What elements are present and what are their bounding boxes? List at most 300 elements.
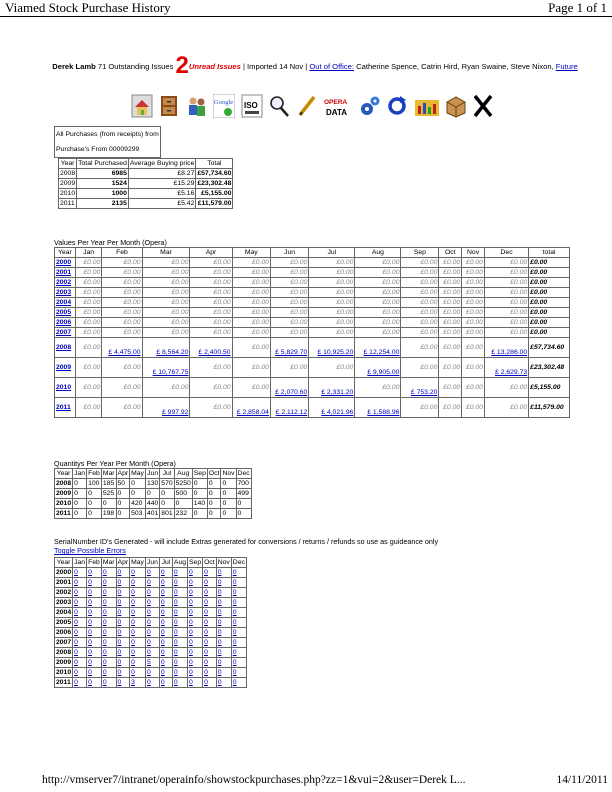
- serial-count-link[interactable]: 0: [88, 609, 92, 616]
- year-link[interactable]: 2002: [56, 279, 72, 286]
- serial-count-link[interactable]: 0: [232, 569, 237, 576]
- serial-count-link[interactable]: 0: [160, 609, 165, 616]
- column-header: Feb: [88, 470, 100, 477]
- table-row: [55, 668, 247, 678]
- serial-count-link[interactable]: 0: [204, 639, 208, 646]
- serial-count-link[interactable]: 0: [146, 669, 151, 676]
- serial-count-link[interactable]: 0: [146, 629, 151, 636]
- unread-count[interactable]: 2: [175, 52, 189, 79]
- serial-count-link[interactable]: 0: [173, 649, 178, 656]
- month-value-link[interactable]: £ 2,629.73: [495, 369, 528, 376]
- serial-count-link[interactable]: 0: [117, 569, 122, 576]
- serial-count-link[interactable]: 0: [117, 619, 122, 626]
- serial-count-link[interactable]: 0: [232, 589, 237, 596]
- pencil-icon[interactable]: [296, 94, 318, 118]
- table-row: [55, 398, 570, 418]
- toggle-errors-link[interactable]: Toggle Possible Errors: [54, 546, 126, 555]
- footer-url: http://vmserver7/intranet/operainfo/showstockpurchases.php?zz=1&vui=2&user=Derek L...: [42, 774, 466, 786]
- cabinet-icon[interactable]: [158, 94, 180, 118]
- month-value-cell: [102, 338, 142, 358]
- serial-cell: [130, 638, 146, 648]
- serial-count-link[interactable]: 0: [173, 679, 178, 686]
- month-value-cell: £0.00: [462, 298, 485, 308]
- year-link[interactable]: 2000: [56, 259, 72, 266]
- quantity-cell: 440: [146, 500, 159, 507]
- column-header: Average Buying price: [129, 160, 195, 167]
- refresh-icon[interactable]: [386, 94, 408, 118]
- column-header: Jun: [147, 470, 159, 477]
- month-value-cell: £0.00: [462, 308, 485, 318]
- serial-count-link[interactable]: 0: [88, 669, 92, 676]
- serial-count-link[interactable]: 0: [160, 619, 165, 626]
- serial-count-link[interactable]: 0: [189, 679, 193, 686]
- year-cell: [55, 258, 76, 268]
- serial-count-link[interactable]: 0: [204, 679, 208, 686]
- month-value-link[interactable]: £ 5,829.70: [275, 349, 308, 356]
- out-of-office-link[interactable]: Out of Office:: [309, 62, 354, 71]
- quantity-cell: 0: [207, 509, 221, 519]
- serial-count-link[interactable]: 0: [117, 669, 122, 676]
- serial-count-link[interactable]: 0: [232, 579, 237, 586]
- serial-count-link[interactable]: 0: [189, 669, 193, 676]
- serial-count-link[interactable]: 0: [204, 659, 208, 666]
- serial-count-link[interactable]: 0: [232, 679, 237, 686]
- serial-count-link[interactable]: 0: [88, 619, 92, 626]
- year-cell: 2009: [56, 659, 72, 666]
- serial-count-link[interactable]: 0: [217, 649, 222, 656]
- serial-cell: [203, 598, 217, 608]
- serial-count-link[interactable]: 0: [102, 669, 107, 676]
- serial-count-link[interactable]: 0: [117, 679, 122, 686]
- serial-count-link[interactable]: 0: [173, 579, 178, 586]
- summary-title-1: All Purchases (from receipts) from: [55, 127, 161, 143]
- serial-count-link[interactable]: 0: [88, 649, 92, 656]
- serial-cell: [231, 628, 246, 638]
- month-value-link[interactable]: £ 4,021.96: [321, 409, 354, 416]
- month-value-link[interactable]: £ 2,331.20: [321, 389, 354, 396]
- serial-cell: [116, 638, 130, 648]
- serial-count-link[interactable]: 0: [74, 659, 78, 666]
- column-header: Dec: [232, 559, 245, 566]
- month-value-link[interactable]: £ 9,905.00: [367, 369, 400, 376]
- month-value-link[interactable]: £ 2,070.60: [275, 389, 308, 396]
- serial-count-link[interactable]: 0: [189, 629, 193, 636]
- column-header: Jul: [160, 469, 174, 479]
- serial-count-link[interactable]: 0: [146, 589, 151, 596]
- serial-count-link[interactable]: 0: [146, 639, 151, 646]
- serial-count-link[interactable]: 0: [232, 659, 237, 666]
- serial-count-link[interactable]: 0: [173, 569, 178, 576]
- serial-cell: [172, 588, 187, 598]
- serial-count-link[interactable]: 0: [131, 579, 135, 586]
- outstanding-issues[interactable]: 71 Outstanding Issues: [97, 62, 174, 71]
- table-row: [55, 338, 570, 358]
- year-cell: [55, 338, 76, 358]
- month-value-cell: [355, 358, 401, 378]
- serial-count-link[interactable]: 0: [102, 579, 107, 586]
- month-value-cell: £0.00: [270, 298, 308, 308]
- serial-cell: [188, 668, 203, 678]
- serial-count-link[interactable]: 0: [204, 569, 208, 576]
- serial-count-link[interactable]: 0: [189, 609, 193, 616]
- column-header: May: [131, 559, 144, 566]
- quantity-cell: 0: [116, 499, 130, 509]
- serial-cell: [101, 588, 116, 598]
- month-value-cell: £0.00: [190, 358, 232, 378]
- column-header: Jan: [74, 559, 86, 566]
- month-value-link[interactable]: £ 12,254.00: [363, 349, 400, 356]
- month-value-link[interactable]: £ 2,400.50: [198, 349, 231, 356]
- serial-count-link[interactable]: 0: [74, 609, 78, 616]
- serial-count-link[interactable]: 0: [131, 599, 135, 606]
- year-link[interactable]: 2008: [56, 344, 72, 351]
- serial-count-link[interactable]: 0: [173, 589, 178, 596]
- year-total-cell: £0.00: [529, 328, 570, 338]
- month-value-link[interactable]: £ 8,564.20: [156, 349, 189, 356]
- serial-count-link[interactable]: 0: [131, 659, 135, 666]
- iso-icon[interactable]: [241, 94, 263, 118]
- serial-cell: [172, 608, 187, 618]
- serial-count-link[interactable]: 0: [189, 639, 193, 646]
- serial-count-link[interactable]: 0: [204, 599, 208, 606]
- month-value-link[interactable]: £ 4,475.00: [108, 349, 141, 356]
- serial-cell: [188, 628, 203, 638]
- home-icon[interactable]: [131, 94, 153, 118]
- month-value-cell: £0.00: [355, 318, 401, 328]
- serial-count-link[interactable]: 0: [117, 639, 122, 646]
- serial-count-link[interactable]: 0: [131, 649, 135, 656]
- serial-count-link[interactable]: 0: [102, 599, 107, 606]
- month-value-cell: £0.00: [401, 318, 439, 328]
- serial-count-link[interactable]: 0: [74, 669, 78, 676]
- month-value-link[interactable]: £ 997.92: [162, 409, 189, 416]
- year-cell: 2008: [56, 649, 72, 656]
- serial-count-link[interactable]: 0: [217, 569, 222, 576]
- month-value-link[interactable]: £ 753.20: [410, 389, 438, 396]
- serial-count-link[interactable]: 0: [232, 639, 237, 646]
- serial-count-link[interactable]: 0: [217, 589, 222, 596]
- serial-count-link[interactable]: 0: [117, 629, 122, 636]
- year-cell: 2008: [60, 170, 76, 177]
- year-total-cell: £11,579.00: [529, 398, 570, 418]
- month-value-cell: £0.00: [232, 358, 270, 378]
- serial-count-link[interactable]: 0: [102, 639, 107, 646]
- unread-issues-label[interactable]: Unread Issues: [188, 62, 241, 71]
- month-value-link[interactable]: £ 2,112.12: [275, 409, 308, 416]
- serial-count-link[interactable]: 0: [160, 589, 165, 596]
- serial-count-link[interactable]: 0: [173, 639, 178, 646]
- serial-count-link[interactable]: 0: [232, 599, 237, 606]
- serial-cell: [216, 638, 231, 648]
- month-value-cell: £0.00: [190, 378, 232, 398]
- month-value-cell: £0.00: [102, 328, 142, 338]
- serial-count-link[interactable]: 0: [74, 629, 78, 636]
- page-number: Page 1 of 1: [548, 0, 607, 15]
- month-value-cell: [270, 338, 308, 358]
- serial-count-link[interactable]: 0: [88, 629, 92, 636]
- serial-count-link[interactable]: 0: [146, 679, 151, 686]
- month-value-cell: £0.00: [309, 358, 355, 378]
- serial-count-link[interactable]: 0: [160, 569, 165, 576]
- serial-cell: [231, 638, 246, 648]
- serial-count-link[interactable]: 0: [217, 579, 222, 586]
- year-link[interactable]: 2005: [56, 309, 72, 316]
- serial-count-link[interactable]: 0: [102, 609, 107, 616]
- people-icon[interactable]: [186, 94, 208, 118]
- serial-count-link[interactable]: 0: [146, 569, 151, 576]
- serial-cell: [145, 668, 159, 678]
- serial-count-link[interactable]: 0: [117, 659, 122, 666]
- column-header: Feb: [88, 559, 100, 566]
- month-value-cell: £0.00: [309, 278, 355, 288]
- serial-count-link[interactable]: 5: [146, 659, 151, 666]
- serial-count-link[interactable]: 0: [146, 599, 151, 606]
- serial-count-link[interactable]: 0: [131, 609, 135, 616]
- serial-count-link[interactable]: 0: [117, 579, 122, 586]
- serial-count-link[interactable]: 0: [173, 659, 178, 666]
- folder-chart-icon[interactable]: [414, 94, 440, 118]
- year-cell: 2011: [60, 200, 75, 207]
- serial-count-link[interactable]: 0: [74, 679, 78, 686]
- serial-count-link[interactable]: 0: [146, 649, 151, 656]
- serial-count-link[interactable]: 0: [117, 609, 122, 616]
- month-value-cell: £0.00: [355, 258, 401, 268]
- serial-count-link[interactable]: 0: [217, 599, 222, 606]
- serial-cell: [203, 608, 217, 618]
- month-value-cell: £0.00: [355, 268, 401, 278]
- year-link[interactable]: 2007: [56, 329, 72, 336]
- quantity-cell: 0: [130, 479, 146, 489]
- month-value-cell: [484, 358, 528, 378]
- serial-count-link[interactable]: 0: [74, 599, 78, 606]
- year-link[interactable]: 2003: [56, 289, 72, 296]
- column-header: Year: [55, 469, 73, 479]
- serial-count-link[interactable]: 0: [74, 639, 78, 646]
- serial-cell: [172, 598, 187, 608]
- serial-count-link[interactable]: 0: [160, 629, 165, 636]
- serial-count-link[interactable]: 0: [204, 579, 208, 586]
- serial-count-link[interactable]: 0: [189, 579, 193, 586]
- serial-cell: [145, 658, 159, 668]
- month-value-link[interactable]: £ 1,588.96: [367, 409, 400, 416]
- year-cell: 2000: [56, 569, 72, 576]
- month-value-link[interactable]: £ 10,767.75: [152, 369, 189, 376]
- serial-cell: [159, 578, 172, 588]
- table-row: [55, 658, 247, 668]
- month-value-link[interactable]: £ 10,925.20: [317, 349, 354, 356]
- serial-count-link[interactable]: 0: [102, 629, 107, 636]
- year-link[interactable]: 2009: [56, 364, 72, 371]
- opera-data-icon[interactable]: [323, 94, 353, 118]
- serial-count-link[interactable]: 0: [131, 639, 135, 646]
- serial-cell: [87, 638, 102, 648]
- serial-count-link[interactable]: 0: [232, 619, 237, 626]
- year-link[interactable]: 2010: [56, 384, 72, 391]
- serial-cell: [172, 618, 187, 628]
- serial-count-link[interactable]: 0: [102, 649, 107, 656]
- serial-count-link[interactable]: 0: [146, 619, 151, 626]
- year-cell: 2008: [56, 480, 72, 487]
- serial-count-link[interactable]: 0: [204, 589, 208, 596]
- magnifier-icon[interactable]: [268, 94, 290, 118]
- month-value-cell: [484, 338, 528, 358]
- month-value-cell: £0.00: [309, 298, 355, 308]
- box-icon[interactable]: [445, 94, 467, 118]
- future-link[interactable]: Future: [555, 62, 578, 71]
- serial-count-link[interactable]: 0: [74, 579, 78, 586]
- year-link[interactable]: 2011: [56, 404, 71, 411]
- year-link[interactable]: 2006: [56, 319, 72, 326]
- serial-count-link[interactable]: 0: [160, 579, 165, 586]
- month-value-cell: £0.00: [484, 288, 528, 298]
- column-header: Dec: [484, 248, 528, 258]
- serial-count-link[interactable]: 0: [88, 659, 92, 666]
- serial-count-link[interactable]: 0: [204, 649, 208, 656]
- serial-cell: [130, 588, 146, 598]
- serial-count-link[interactable]: 0: [74, 619, 78, 626]
- serial-count-link[interactable]: 0: [74, 569, 78, 576]
- serial-count-link[interactable]: 0: [232, 609, 237, 616]
- month-value-cell: £0.00: [190, 258, 232, 268]
- serial-count-link[interactable]: 0: [204, 669, 208, 676]
- serial-count-link[interactable]: 0: [74, 649, 78, 656]
- serial-count-link[interactable]: 0: [102, 659, 107, 666]
- table-row: [55, 588, 247, 598]
- serial-count-link[interactable]: 0: [160, 649, 165, 656]
- serial-count-link[interactable]: 0: [102, 679, 107, 686]
- quantity-cell: 0: [160, 489, 174, 499]
- serial-count-link[interactable]: 0: [102, 569, 107, 576]
- serial-count-link[interactable]: 0: [189, 659, 193, 666]
- serial-cell: [203, 658, 217, 668]
- serial-cell: [231, 568, 246, 578]
- serial-count-link[interactable]: 0: [160, 659, 165, 666]
- quantities-title: Quantitys Per Year Per Month (Opera): [54, 459, 176, 468]
- serial-count-link[interactable]: 0: [204, 629, 208, 636]
- serial-count-link[interactable]: 0: [232, 629, 237, 636]
- year-cell: [55, 288, 76, 298]
- serial-count-link[interactable]: 0: [204, 609, 208, 616]
- month-value-cell: £0.00: [462, 378, 485, 398]
- month-value-link[interactable]: £ 2,858.04: [236, 409, 269, 416]
- month-value-cell: £0.00: [439, 288, 462, 298]
- month-value-cell: £0.00: [142, 308, 190, 318]
- month-value-cell: £0.00: [462, 398, 485, 418]
- month-value-cell: £0.00: [142, 318, 190, 328]
- serial-cell: [116, 628, 130, 638]
- serial-count-link[interactable]: 0: [131, 589, 135, 596]
- gears-icon[interactable]: [359, 94, 381, 118]
- avg-price-cell: £8.27: [128, 169, 195, 179]
- serial-count-link[interactable]: 0: [131, 569, 135, 576]
- serial-count-link[interactable]: 0: [88, 579, 92, 586]
- serial-count-link[interactable]: 0: [173, 669, 178, 676]
- serial-count-link[interactable]: 0: [88, 599, 92, 606]
- serial-count-link[interactable]: 0: [217, 679, 222, 686]
- serial-count-link[interactable]: 0: [88, 569, 92, 576]
- month-value-cell: £0.00: [102, 398, 142, 418]
- year-link[interactable]: 2001: [56, 269, 72, 276]
- serial-count-link[interactable]: 0: [88, 679, 92, 686]
- month-value-link[interactable]: £ 13,286.00: [491, 349, 528, 356]
- serial-count-link[interactable]: 0: [189, 589, 193, 596]
- serial-count-link[interactable]: 0: [102, 619, 107, 626]
- serial-cell: [172, 578, 187, 588]
- quantity-cell: 420: [130, 499, 146, 509]
- serial-cell: [172, 648, 187, 658]
- serial-count-link[interactable]: 0: [189, 569, 193, 576]
- serial-count-link[interactable]: 0: [217, 629, 222, 636]
- table-row: [55, 678, 247, 688]
- serial-count-link[interactable]: 0: [160, 669, 165, 676]
- close-x-icon[interactable]: [472, 94, 494, 118]
- serial-count-link[interactable]: 0: [131, 629, 135, 636]
- serial-count-link[interactable]: 0: [189, 619, 193, 626]
- serial-count-link[interactable]: 0: [146, 579, 151, 586]
- serial-cell: [116, 618, 130, 628]
- serial-count-link[interactable]: 0: [160, 599, 165, 606]
- serial-count-link[interactable]: 0: [117, 599, 122, 606]
- serial-count-link[interactable]: 0: [232, 649, 237, 656]
- serial-count-link[interactable]: 0: [217, 609, 222, 616]
- serial-count-link[interactable]: 0: [102, 589, 107, 596]
- year-total-cell: £0.00: [529, 268, 570, 278]
- serial-count-link[interactable]: 0: [204, 619, 208, 626]
- serial-count-link[interactable]: 0: [88, 639, 92, 646]
- google-icon[interactable]: [213, 94, 235, 118]
- serial-count-link[interactable]: 0: [232, 669, 237, 676]
- serial-count-link[interactable]: 0: [146, 609, 151, 616]
- serial-cell: [130, 648, 146, 658]
- serial-cell: [73, 628, 87, 638]
- serial-count-link[interactable]: 3: [131, 679, 135, 686]
- serial-count-link[interactable]: 0: [117, 589, 122, 596]
- month-value-cell: £0.00: [462, 278, 485, 288]
- month-value-cell: £0.00: [232, 268, 270, 278]
- quantity-cell: 0: [236, 499, 251, 509]
- table-row: [55, 258, 570, 268]
- serial-cell: [73, 568, 87, 578]
- serial-count-link[interactable]: 0: [160, 679, 165, 686]
- serial-count-link[interactable]: 0: [173, 629, 178, 636]
- serial-cell: [87, 618, 102, 628]
- serial-count-link[interactable]: 0: [117, 649, 122, 656]
- serial-count-link[interactable]: 0: [74, 589, 78, 596]
- serial-count-link[interactable]: 0: [173, 599, 178, 606]
- serial-count-link[interactable]: 0: [217, 639, 222, 646]
- serial-count-link[interactable]: 0: [131, 619, 135, 626]
- serial-count-link[interactable]: 0: [217, 669, 222, 676]
- serial-cell: [145, 578, 159, 588]
- serial-count-link[interactable]: 0: [88, 589, 92, 596]
- serial-count-link[interactable]: 0: [131, 669, 135, 676]
- serial-cell: [231, 578, 246, 588]
- serial-cell: [188, 638, 203, 648]
- serial-count-link[interactable]: 0: [217, 659, 222, 666]
- serial-count-link[interactable]: 0: [217, 619, 222, 626]
- serial-count-link[interactable]: 0: [160, 639, 165, 646]
- serial-count-link[interactable]: 0: [189, 649, 193, 656]
- quantity-cell: 0: [192, 489, 207, 499]
- serial-count-link[interactable]: 0: [173, 609, 178, 616]
- year-link[interactable]: 2004: [56, 299, 72, 306]
- month-value-cell: [309, 398, 355, 418]
- month-value-cell: £0.00: [102, 278, 142, 288]
- serial-count-link[interactable]: 0: [189, 599, 193, 606]
- svg-text:ISO: ISO: [243, 101, 258, 110]
- month-value-cell: [270, 398, 308, 418]
- serial-count-link[interactable]: 0: [173, 619, 178, 626]
